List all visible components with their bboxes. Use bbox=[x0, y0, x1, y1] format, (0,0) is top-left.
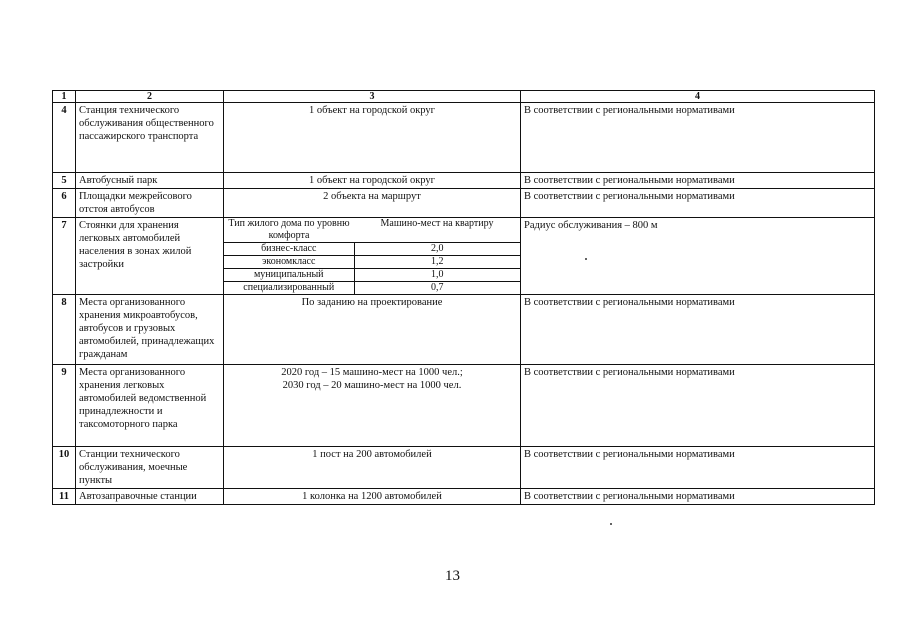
subtable-header bbox=[224, 218, 520, 243]
facility-name: Места организованного хранения легковых автомобилей ведомственной принадлежности и таксомоторного парка bbox=[76, 365, 224, 447]
note-value: В соответствии с региональными нормативами bbox=[521, 103, 875, 173]
facility-name: Площадки межрейсового отстоя автобусов bbox=[76, 189, 224, 218]
note-value: В соответствии с региональными нормативами bbox=[521, 447, 875, 489]
norm-value: 1 колонка на 1200 автомобилей bbox=[224, 489, 521, 505]
table-row bbox=[53, 173, 875, 189]
norm-line: 2020 год – 15 машино-мест на 1000 чел.; bbox=[281, 367, 463, 378]
row-number: 9 bbox=[53, 365, 76, 447]
row-number: 11 bbox=[53, 489, 76, 505]
row-number: 8 bbox=[53, 295, 76, 365]
norm-value: По заданию на проектирование bbox=[224, 295, 521, 365]
note-value: В соответствии с региональными нормативами bbox=[521, 173, 875, 189]
norm-value: 2 объекта на маршрут bbox=[224, 189, 521, 218]
scan-speck bbox=[585, 258, 587, 260]
header-cell: 2 bbox=[76, 91, 224, 103]
header-cell: 4 bbox=[521, 91, 875, 103]
norm-value: 1 объект на городской округ bbox=[224, 173, 521, 189]
norm-line: 2030 год – 20 машино-мест на 1000 чел. bbox=[282, 380, 462, 391]
parking-subtable bbox=[224, 218, 520, 294]
norms-table bbox=[52, 90, 875, 505]
note-value: В соответствии с региональными нормативами bbox=[521, 489, 875, 505]
subtable-row bbox=[224, 282, 520, 295]
row-number: 4 bbox=[53, 103, 76, 173]
header-cell: 3 bbox=[224, 91, 521, 103]
note-value: В соответствии с региональными нормативами bbox=[521, 295, 875, 365]
norm-value: 1 пост на 200 автомобилей bbox=[224, 447, 521, 489]
table-row bbox=[53, 103, 875, 173]
facility-name: Станция технического обслуживания общественного пассажирского транспорта bbox=[76, 103, 224, 173]
row-number: 5 bbox=[53, 173, 76, 189]
row-number: 10 bbox=[53, 447, 76, 489]
note-value: В соответствии с региональными нормативами bbox=[521, 189, 875, 218]
housing-type: экономкласс bbox=[224, 256, 354, 269]
subtable-type-header: Тип жилого дома по уровню комфорта bbox=[228, 218, 350, 241]
subtable-row bbox=[224, 243, 520, 256]
spaces-value: 1,2 bbox=[354, 256, 520, 269]
header-cell: 1 bbox=[53, 91, 76, 103]
housing-type: специализированный bbox=[224, 282, 354, 295]
page-number: 13 bbox=[445, 568, 460, 584]
note-value: В соответствии с региональными нормативами bbox=[521, 365, 875, 447]
norm-value bbox=[224, 365, 521, 447]
housing-type: бизнес-класс bbox=[224, 243, 354, 256]
subtable-value-header: Машино-мест на квартиру bbox=[380, 218, 494, 229]
row-number: 7 bbox=[53, 218, 76, 295]
subtable-row bbox=[224, 269, 520, 282]
spaces-value: 2,0 bbox=[354, 243, 520, 256]
facility-name: Автозаправочные станции bbox=[76, 489, 224, 505]
table-row bbox=[53, 489, 875, 505]
subtable-row bbox=[224, 256, 520, 269]
facility-name: Места организованного хранения микроавтобусов, автобусов и грузовых автомобилей, принадлежащих гражданам bbox=[76, 295, 224, 365]
table-row bbox=[53, 447, 875, 489]
facility-name: Стоянки для хранения легковых автомобилей населения в зонах жилой застройки bbox=[76, 218, 224, 295]
table-row bbox=[53, 218, 875, 295]
header-row bbox=[53, 91, 875, 103]
facility-name: Автобусный парк bbox=[76, 173, 224, 189]
housing-type: муниципальный bbox=[224, 269, 354, 282]
table-row bbox=[53, 295, 875, 365]
scan-speck bbox=[610, 523, 612, 525]
note-value: Радиус обслуживания – 800 м bbox=[521, 218, 875, 295]
norm-value: 1 объект на городской округ bbox=[224, 103, 521, 173]
row-number: 6 bbox=[53, 189, 76, 218]
spaces-value: 1,0 bbox=[354, 269, 520, 282]
facility-name: Станции технического обслуживания, моечные пункты bbox=[76, 447, 224, 489]
table-row bbox=[53, 189, 875, 218]
spaces-value: 0,7 bbox=[354, 282, 520, 295]
table-row bbox=[53, 365, 875, 447]
parking-subtable-cell bbox=[224, 218, 521, 295]
